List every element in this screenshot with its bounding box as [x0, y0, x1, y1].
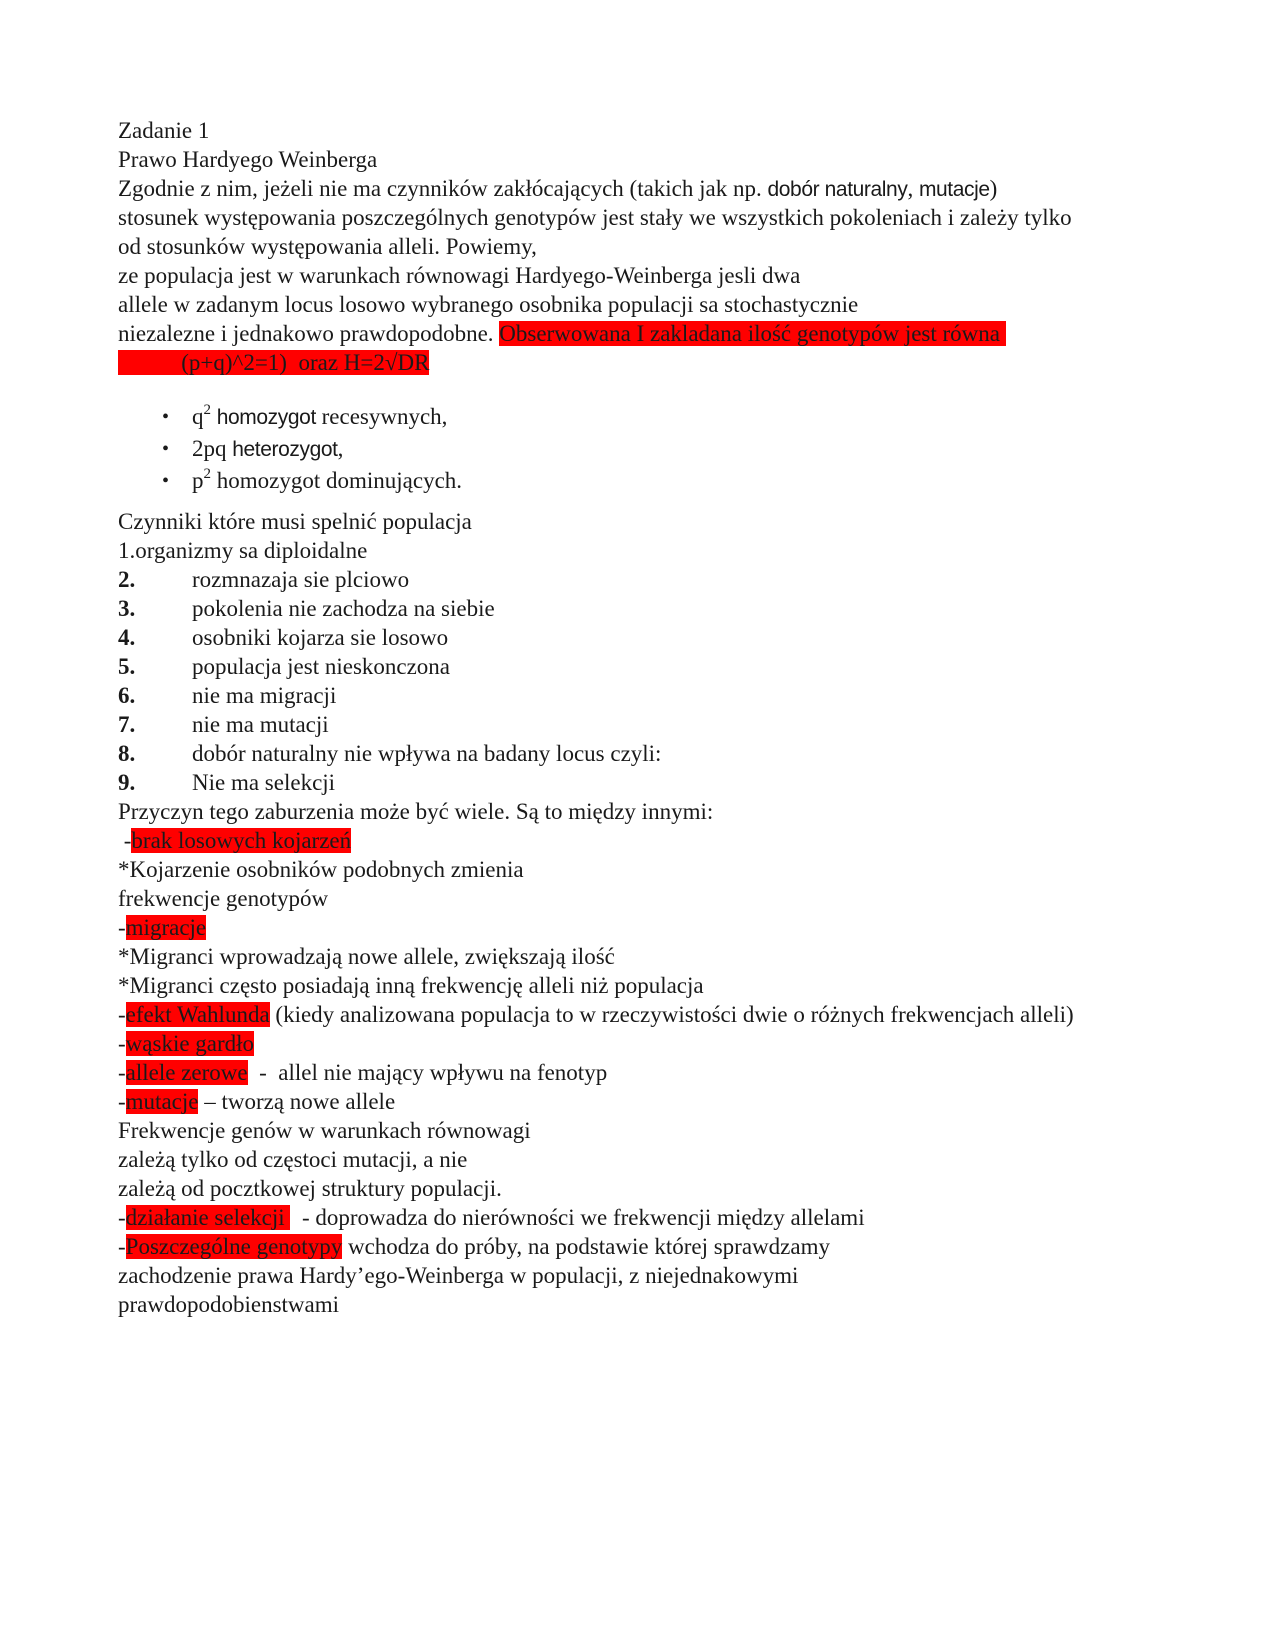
document-page: [118, 116, 1168, 1319]
condition-number: 3.: [118, 596, 136, 621]
bullet-base: p: [192, 468, 204, 493]
condition-item: [118, 710, 1168, 739]
conditions-title: Czynniki które musi spelnić populacja: [118, 509, 472, 534]
spacer: [118, 377, 1168, 399]
bullet-bold-term: heterozygot: [232, 438, 338, 461]
highlight-poszczegolne-genotypy: Poszczególne genotypy: [125, 1234, 343, 1259]
cause-note: *Migranci wprowadzają nowe allele, zwiększają ilość: [118, 944, 615, 969]
mutacje-term: mutacje: [918, 178, 990, 201]
heading-prawo: Prawo Hardyego Weinberga: [118, 147, 378, 172]
cause-line: [118, 1203, 1168, 1232]
condition-number: 4.: [118, 625, 136, 650]
highlight-efekt-wahlunda: efekt Wahlunda: [125, 1002, 270, 1027]
bullet-icon: •: [162, 406, 170, 428]
intro-line-2: stosunek występowania poszczególnych genotypów jest stały we wszystkich pokoleniach i zależy tylko: [118, 205, 1072, 230]
bullet-rest: recesywnych,: [315, 404, 448, 429]
highlight-waskie-gardlo: wąskie gardło: [125, 1031, 255, 1056]
genotype-list: [118, 399, 1168, 495]
cause-line: [118, 1087, 1168, 1116]
cause-note: frekwencje genotypów: [118, 886, 329, 911]
cause-dash: -: [118, 1089, 126, 1114]
condition-item: [118, 594, 1168, 623]
condition-text: nie ma migracji: [192, 683, 337, 708]
cause-description: – tworzą nowe allele: [198, 1089, 396, 1114]
spacer: [118, 495, 1168, 507]
intro-comma: ,: [907, 176, 919, 201]
intro-line-5: allele w zadanym locus losowo wybranego osobnika populacji sa stochastycznie: [118, 292, 859, 317]
cause-description: - allel nie mający wpływu na fenotyp: [247, 1060, 608, 1085]
condition-first: 1.organizmy sa diploidalne: [118, 538, 368, 563]
condition-item: [118, 565, 1168, 594]
cause-line: [118, 1058, 1168, 1087]
condition-item: [118, 652, 1168, 681]
condition-number: 6.: [118, 683, 136, 708]
closing-line: zachodzenie prawa Hardy’ego-Weinberga w populacji, z niejednakowymi: [118, 1263, 799, 1288]
cause-dash: -: [118, 1002, 126, 1027]
intro-line-1: [118, 174, 1168, 203]
cause-dash: -: [118, 1234, 126, 1259]
cause-dash: -: [118, 828, 132, 853]
condition-number: 8.: [118, 741, 136, 766]
conditions-list: [118, 565, 1168, 797]
highlight-allele-zerowe: allele zerowe: [125, 1060, 248, 1085]
cause-description: - doprowadza do nierówności we frekwencji między allelami: [290, 1205, 865, 1230]
cause-description: (kiedy analizowana populacja to w rzeczywistości dwie o różnych frekwencjach alleli): [269, 1002, 1074, 1027]
cause-dash: -: [118, 1205, 126, 1230]
list-item: [118, 399, 1168, 431]
condition-item: [118, 681, 1168, 710]
highlight-mutacje: mutacje: [125, 1089, 199, 1114]
list-item: [118, 463, 1168, 495]
closing-line: prawdopodobienstwami: [118, 1292, 340, 1317]
cause-note: *Kojarzenie osobników podobnych zmienia: [118, 857, 524, 882]
list-item: [118, 431, 1168, 463]
highlight-obserwowana: Obserwowana I zakladana ilość genotypów jest równa: [499, 321, 1006, 346]
bullet-base: q: [192, 404, 204, 429]
condition-text: osobniki kojarza sie losowo: [192, 625, 449, 650]
highlight-brak-kojarzen: brak losowych kojarzeń: [131, 828, 352, 853]
condition-text: rozmnazaja sie plciowo: [192, 567, 410, 592]
cause-note: *Migranci często posiadają inną frekwencję alleli niż populacja: [118, 973, 704, 998]
cause-line: [118, 1232, 1168, 1261]
bullet-base: 2pq: [192, 436, 233, 461]
heading-zadanie: Zadanie 1: [118, 118, 210, 143]
intro-line-7: [118, 348, 1168, 377]
cause-line: [118, 913, 1168, 942]
condition-number: 5.: [118, 654, 136, 679]
intro-line-4: ze populacja jest w warunkach równowagi Hardyego-Weinberga jesli dwa: [118, 263, 801, 288]
dobor-naturalny-term: dobór naturalny: [767, 178, 908, 201]
equilibrium-note: Frekwencje genów w warunkach równowagi: [118, 1118, 531, 1143]
bullet-rest: homozygot dominujących.: [211, 468, 463, 493]
condition-number: 2.: [118, 567, 136, 592]
condition-item: [118, 623, 1168, 652]
equilibrium-note: zależą tylko od częstoci mutacji, a nie: [118, 1147, 468, 1172]
bullet-exponent: 2: [203, 402, 211, 418]
bullet-exponent: 2: [203, 466, 211, 482]
highlight-dzialanie-selekcji: działanie selekcji: [125, 1205, 291, 1230]
condition-item: [118, 739, 1168, 768]
cause-line: [118, 1029, 1168, 1058]
intro-text: Zgodnie z nim, jeżeli nie ma czynników zakłócających (takich jak np.: [118, 176, 768, 201]
condition-number: 7.: [118, 712, 136, 737]
equilibrium-note: zależą od pocztkowej struktury populacji.: [118, 1176, 502, 1201]
bullet-icon: •: [162, 470, 170, 492]
condition-text: nie ma mutacji: [192, 712, 329, 737]
condition-number: 9.: [118, 770, 136, 795]
highlight-formula: (p+q)^2=1) oraz H=2√DR: [118, 350, 430, 375]
bullet-rest: ,: [337, 436, 344, 461]
cause-line: [118, 826, 1168, 855]
condition-text: populacja jest nieskonczona: [192, 654, 451, 679]
highlight-migracje: migracje: [125, 915, 207, 940]
cause-dash: -: [118, 1060, 126, 1085]
causes-intro: Przyczyn tego zaburzenia może być wiele. Są to między innymi:: [118, 799, 714, 824]
cause-dash: -: [118, 1031, 126, 1056]
condition-text: pokolenia nie zachodza na siebie: [192, 596, 495, 621]
cause-dash: -: [118, 915, 126, 940]
bullet-icon: •: [162, 438, 170, 460]
intro-text-6: niezalezne i jednakowo prawdopodobne.: [118, 321, 500, 346]
cause-description: wchodza do próby, na podstawie której sprawdzamy: [342, 1234, 830, 1259]
condition-item: [118, 768, 1168, 797]
intro-line-3: od stosunków występowania alleli. Powiemy,: [118, 234, 537, 259]
cause-line: [118, 1000, 1168, 1029]
condition-text: dobór naturalny nie wpływa na badany locus czyli:: [192, 741, 662, 766]
intro-paren: ): [989, 176, 998, 201]
intro-line-6: [118, 319, 1168, 348]
bullet-bold-term: homozygot: [216, 406, 316, 429]
condition-text: Nie ma selekcji: [192, 770, 336, 795]
